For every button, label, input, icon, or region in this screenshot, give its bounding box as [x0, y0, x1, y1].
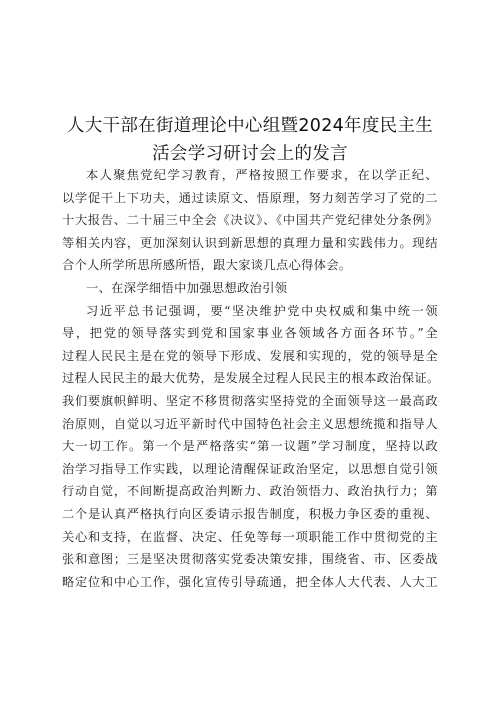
paragraph-line: 关心和支持，在监督、决定、任免等每一项职能工作中贯彻党的主	[62, 529, 438, 544]
section-heading: 一、在深学细悟中加强思想政治引领	[86, 280, 288, 295]
paragraph-line: 习近平总书记强调，要“坚决维护党中央权威和集中统一领	[86, 303, 438, 318]
paragraph-line: 二个是认真严格执行向区委请示报告制度，积极力争区委的重视、	[62, 506, 438, 521]
document-title-line-1: 人大干部在街道理论中心组暨2024年度民主生	[66, 116, 434, 136]
paragraph-line: 十大报告、二十届三中全会《决议》、《中国共产党纪律处分条例》	[62, 213, 438, 228]
paragraph-line: 行动自觉，不间断提高政治判断力、政治领悟力、政治执行力；第	[62, 484, 438, 499]
paragraph-line: 合个人所学所思所感所悟，跟大家谈几点心得体会。	[62, 258, 352, 273]
paragraph-line: 治学习指导工作实践，以理论清醒保证政治坚定，以思想自觉引领	[62, 461, 438, 476]
paragraph-line: 我们要旗帜鲜明、坚定不移贯彻落实坚持党的全面领导这一最高政	[62, 393, 438, 408]
paragraph-line: 等相关内容，更加深刻认识到新思想的真理力量和实践伟力。现结	[62, 235, 438, 250]
paragraph-line: 导，把党的领导落实到党和国家事业各领域各方面各环节。”全	[62, 326, 438, 341]
document-body	[62, 164, 438, 593]
paragraph-line: 以学促干上下功夫，通过读原文、悟原理，努力刻苦学习了党的二	[62, 190, 438, 205]
paragraph-line: 张和意图；三是坚决贯彻落实党委决策安排，围绕省、市、区委战	[62, 552, 438, 567]
paragraph-line: 大一切工作。第一个是严格落实“第一议题”学习制度，坚持以政	[62, 439, 438, 454]
document-title-line-2: 活会学习研讨会上的发言	[152, 144, 348, 164]
paragraph-line: 过程人民民主的最大优势，是发展全过程人民民主的根本政治保证。	[62, 371, 440, 386]
paragraph-line: 本人聚焦党纪学习教育，严格按照工作要求，在以学正纪、	[86, 168, 438, 182]
paragraph-line: 略定位和中心工作，强化宣传引导疏通，把全体人大代表、人大工	[62, 574, 438, 589]
paragraph-line: 过程人民民主是在党的领导下形成、发展和实现的，党的领导是全	[62, 348, 438, 363]
paragraph-line: 治原则，自觉以习近平新时代中国特色社会主义思想统揽和指导人	[62, 416, 438, 431]
